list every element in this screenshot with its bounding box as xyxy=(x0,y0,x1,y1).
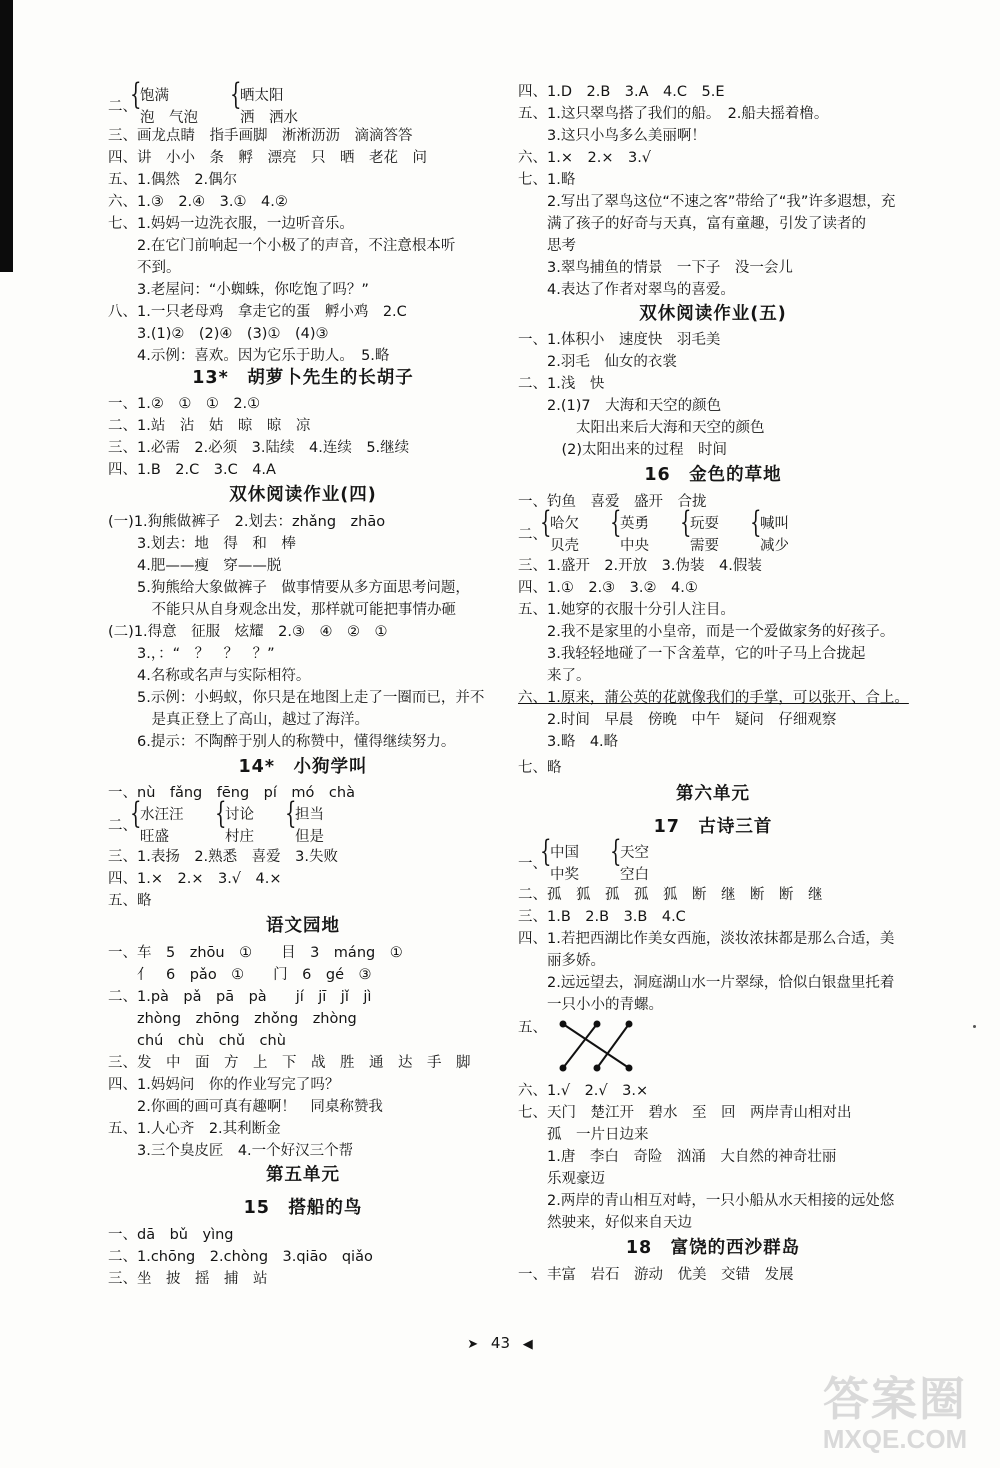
answer-line: 四、1.妈妈问 你的作业写完了吗？ xyxy=(108,1077,340,1093)
paired-word: 玩耍 xyxy=(690,516,719,532)
answer-line: 2.时间 早晨 傍晚 中午 疑问 仔细观察 xyxy=(518,712,837,728)
section-title: 14* 小狗学叫 xyxy=(238,757,368,777)
paired-word: 饱满 xyxy=(140,88,169,104)
answer-line: 思考 xyxy=(518,238,576,254)
answer-line: 2.远远望去，洞庭湖山水一片翠绿，恰似白银盘里托着 xyxy=(518,975,895,991)
paired-word: 担当 xyxy=(295,807,324,823)
answer-line: 八、1.一只老母鸡 拿走它的蛋 孵小鸡 2.C xyxy=(108,304,407,320)
answer-line: 2.羽毛 仙女的衣裳 xyxy=(518,354,677,370)
answer-line: 五、1.这只翠鸟搭了我们的船。 2.船夫摇着橹。 xyxy=(518,106,829,122)
section-title: 第五单元 xyxy=(266,1165,340,1185)
answer-line: 七、1.略 xyxy=(518,172,576,188)
answer-line: 四、讲 小小 条 孵 漂亮 只 晒 老花 问 xyxy=(108,150,427,166)
answer-line: 是真正登上了高山，越过了海洋。 xyxy=(108,712,369,728)
paired-word: 晒太阳 xyxy=(240,88,284,104)
answer-line: 三、发 中 面 方 上 下 战 胜 通 达 手 脚 xyxy=(108,1055,471,1071)
answer-line: 3.略 4.略 xyxy=(518,734,619,750)
answer-line: chú chù chǔ chù xyxy=(108,1033,286,1049)
paired-word: 空白 xyxy=(620,867,649,883)
answer-line: 二、1.pà pǎ pā pà jí jī jǐ jì xyxy=(108,989,372,1005)
answer-line: 三、1.必需 2.必须 3.陆续 4.连续 5.继续 xyxy=(108,440,410,456)
brace-symbol: { xyxy=(215,796,227,831)
paired-word: 讨论 xyxy=(225,807,254,823)
answer-line: 乐观豪迈 xyxy=(518,1171,605,1187)
answer-line: 五、 xyxy=(518,1020,547,1036)
answer-line: 一、车 5 zhōu ① 目 3 máng ① xyxy=(108,945,403,961)
paired-word: 洒 洒水 xyxy=(240,110,298,126)
answer-line: 2.(1)7 大海和天空的颜色 xyxy=(518,398,722,414)
answer-line: 5.狗熊给大象做裤子 做事情要从多方面思考问题， xyxy=(108,580,470,596)
brace-symbol: { xyxy=(750,505,762,540)
answer-line: 4.示例：喜欢。因为它乐于助人。 5.略 xyxy=(108,348,390,364)
question-label: 二、 xyxy=(108,99,137,115)
paired-word: 英勇 xyxy=(620,516,649,532)
section-title: 第六单元 xyxy=(676,784,750,804)
answer-line: 一、丰富 岩石 游动 优美 交错 发展 xyxy=(518,1267,794,1283)
answer-line: 二、1.站 沾 姑 晾 晾 凉 xyxy=(108,418,311,434)
brace-symbol: { xyxy=(230,77,242,112)
answer-line: 六、1.③ 2.④ 3.① 4.② xyxy=(108,194,288,210)
section-title: 语文园地 xyxy=(266,916,340,936)
section-title: 17 古诗三首 xyxy=(653,817,773,837)
question-label: 二、 xyxy=(108,818,137,834)
answer-line: (2)太阳出来的过程 时间 xyxy=(518,442,728,458)
paired-word: 中奖 xyxy=(550,867,579,883)
brace-symbol: { xyxy=(285,796,297,831)
answer-line: 6.提示：不陶醉于别人的称赞中，懂得继续努力。 xyxy=(108,734,456,750)
brace-symbol: { xyxy=(610,834,622,869)
answer-line: 3.，：“ ？ ？ ？” xyxy=(108,646,275,662)
matching-lines-diagram xyxy=(555,1018,665,1074)
answer-line: 4.肥——瘦 穿——脱 xyxy=(108,558,282,574)
paired-word: 喊叫 xyxy=(760,516,789,532)
left-arrow-icon: ➤ xyxy=(467,1337,479,1352)
paired-word: 泡 气泡 xyxy=(140,110,198,126)
brace-symbol: { xyxy=(540,834,552,869)
brace-symbol: { xyxy=(540,505,552,540)
answer-line: 七、1.妈妈一边洗衣服，一边听音乐。 xyxy=(108,216,354,232)
paired-word: 天空 xyxy=(620,845,649,861)
answer-line: 一、nù fǎng fēng pí mó chà xyxy=(108,785,355,801)
brace-symbol: { xyxy=(610,505,622,540)
paired-word: 贝壳 xyxy=(550,538,579,554)
paired-word: 减少 xyxy=(760,538,789,554)
paired-word: 但是 xyxy=(295,829,324,845)
answer-line: 3.翠鸟捕鱼的情景 一下子 没一会儿 xyxy=(518,260,793,276)
answer-line: 七、天门 楚江开 碧水 至 回 两岸青山相对出 xyxy=(518,1105,852,1121)
answer-line: 五、略 xyxy=(108,893,152,909)
answer-line: 一只小小的青螺。 xyxy=(518,997,663,1013)
answer-line: 五、1.偶然 2.偶尔 xyxy=(108,172,238,188)
watermark-url: MXQE.COM xyxy=(822,1424,968,1454)
answer-line: 二、孤 狐 孤 孤 狐 断 继 断 断 继 xyxy=(518,887,823,903)
answer-line: (二)1.得意 征服 炫耀 2.③ ④ ② ① xyxy=(108,624,388,640)
answer-line: 一、dā bǔ yìng xyxy=(108,1227,234,1243)
answer-line: 太阳出来后大海和天空的颜色 xyxy=(518,420,765,436)
answer-line: 三、坐 披 摇 捕 站 xyxy=(108,1271,268,1287)
answer-line: 3.这只小鸟多么美丽啊！ xyxy=(518,128,706,144)
answer-line: 1.唐 李白 奇险 汹涌 大自然的神奇壮丽 xyxy=(518,1149,837,1165)
watermark-logo xyxy=(810,1374,980,1458)
answer-line: 三、1.表扬 2.熟悉 喜爱 3.失败 xyxy=(108,849,339,865)
section-title: 16 金色的草地 xyxy=(644,465,782,485)
paired-word: 水汪汪 xyxy=(140,807,184,823)
answer-line: 三、画龙点睛 指手画脚 淅淅沥沥 滴滴答答 xyxy=(108,128,413,144)
answer-line: zhòng zhōng zhǒng zhòng xyxy=(108,1011,357,1027)
page-number: 43 xyxy=(490,1334,510,1352)
answer-line: 亻 6 pǎo ① 门 6 gé ③ xyxy=(108,967,372,983)
answer-line: 一、1.体积小 速度快 羽毛美 xyxy=(518,332,721,348)
answer-line: 七、略 xyxy=(518,760,562,776)
brace-symbol: { xyxy=(130,77,142,112)
section-title: 双休阅读作业(五) xyxy=(639,304,787,324)
answer-line: 3.老屋问：“小蜘蛛，你吃饱了吗？” xyxy=(108,282,369,298)
answer-line: 一、钓鱼 喜爱 盛开 合拢 xyxy=(518,494,707,510)
answer-line: 六、1.原来，蒲公英的花就像我们的手掌，可以张开、合上。 xyxy=(518,690,909,706)
answer-line: 3.(1)② (2)④ (3)① (4)③ xyxy=(108,326,329,342)
section-title: 15 搭船的鸟 xyxy=(243,1198,363,1218)
answer-line: 2.你画的画可真有趣啊！ 同桌称赞我 xyxy=(108,1099,383,1115)
answer-line: 3.划去：地 得 和 棒 xyxy=(108,536,296,552)
question-label: 二、 xyxy=(518,527,547,543)
paired-word: 中央 xyxy=(620,538,649,554)
answer-line: (一)1.狗熊做裤子 2.划去：zhǎng zhāo xyxy=(108,514,386,530)
paired-word: 需要 xyxy=(690,538,719,554)
answer-line: 二、1.浅 快 xyxy=(518,376,605,392)
scan-edge xyxy=(0,0,13,272)
answer-line: 四、1.D 2.B 3.A 4.C 5.E xyxy=(518,84,725,100)
page-footer xyxy=(0,1333,1000,1355)
answer-line: 六、1.√ 2.√ 3.× xyxy=(518,1083,649,1099)
answer-line: 3.我轻轻地碰了一下含羞草，它的叶子马上合拢起 xyxy=(518,646,866,662)
paired-word: 哈欠 xyxy=(550,516,579,532)
answer-line: 5.示例：小蚂蚁，你只是在地图上走了一圈而已，并不 xyxy=(108,690,485,706)
answer-line: 不能只从自身观念出发，那样就可能把事情办砸 xyxy=(108,602,456,618)
answer-line: 3.三个臭皮匠 4.一个好汉三个帮 xyxy=(108,1143,354,1159)
answer-line: 4.表达了作者对翠鸟的喜爱。 xyxy=(518,282,735,298)
section-title: 18 富饶的西沙群岛 xyxy=(625,1238,801,1258)
answer-line: 2.在它门前响起一个小极了的声音，不注意根本听 xyxy=(108,238,456,254)
right-arrow-icon: ◀ xyxy=(522,1337,533,1352)
answer-line: 二、1.chōng 2.chòng 3.qiāo qiǎo xyxy=(108,1249,373,1265)
answer-line: 2.写出了翠鸟这位“不速之客”带给了“我”许多遐想，充 xyxy=(518,194,896,210)
answer-line: 六、1.× 2.× 3.√ xyxy=(518,150,652,166)
stray-dot xyxy=(973,1025,976,1028)
answer-line: 五、1.她穿的衣服十分引人注目。 xyxy=(518,602,735,618)
paired-word: 旺盛 xyxy=(140,829,169,845)
answer-line: 四、1.B 2.C 3.C 4.A xyxy=(108,462,276,478)
question-label: 一、 xyxy=(518,856,547,872)
answer-line: 不到。 xyxy=(108,260,181,276)
paired-word: 村庄 xyxy=(225,829,254,845)
brace-symbol: { xyxy=(680,505,692,540)
answer-line: 来了。 xyxy=(518,668,591,684)
answer-line: 2.我不是家里的小皇帝，而是一个爱做家务的好孩子。 xyxy=(518,624,895,640)
answer-line: 四、1.× 2.× 3.√ 4.× xyxy=(108,871,282,887)
answer-line: 满了孩子的好奇与天真，富有童趣，引发了读者的 xyxy=(518,216,866,232)
answer-line: 然驶来，好似来自天边 xyxy=(518,1215,692,1231)
answer-line: 四、1.若把西湖比作美女西施，淡妆浓抹都是那么合适，美 xyxy=(518,931,895,947)
answer-line: 五、1.人心齐 2.其利断金 xyxy=(108,1121,281,1137)
answer-line: 丽多娇。 xyxy=(518,953,605,969)
brace-symbol: { xyxy=(130,796,142,831)
answer-line: 2.两岸的青山相互对峙，一只小船从水天相接的远处悠 xyxy=(518,1193,895,1209)
answer-line: 三、1.盛开 2.开放 3.伪装 4.假装 xyxy=(518,558,762,574)
answer-line: 孤 一片日边来 xyxy=(518,1127,649,1143)
section-title: 13* 胡萝卜先生的长胡子 xyxy=(192,368,414,388)
paired-word: 中国 xyxy=(550,845,579,861)
answer-line: 4.名称或名声与实际相符。 xyxy=(108,668,311,684)
answer-line: 四、1.① 2.③ 3.② 4.① xyxy=(518,580,698,596)
answer-line: 三、1.B 2.B 3.B 4.C xyxy=(518,909,686,925)
watermark-text: 答案圈 xyxy=(823,1372,967,1426)
answer-line: 一、1.② ① ① 2.① xyxy=(108,396,261,412)
section-title: 双休阅读作业(四) xyxy=(229,485,377,505)
